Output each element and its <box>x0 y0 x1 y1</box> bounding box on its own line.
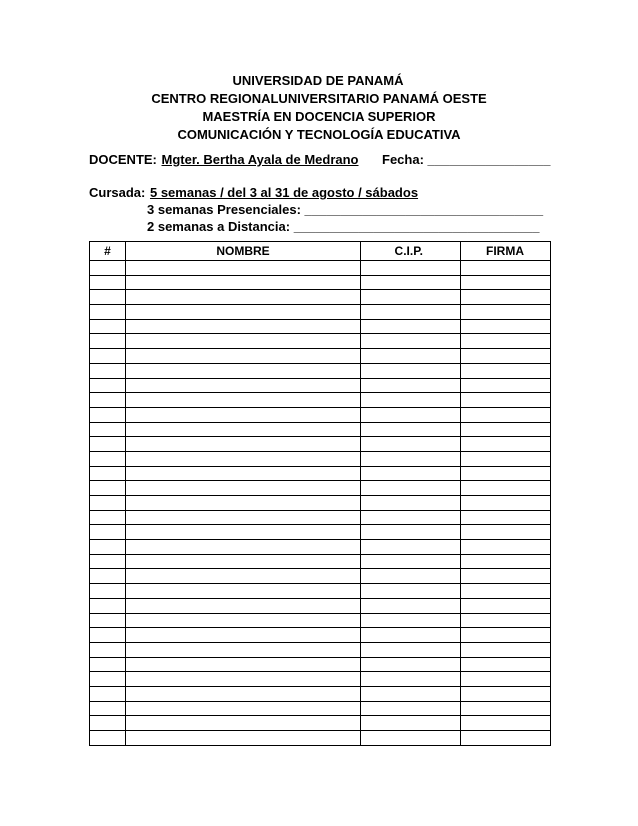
row-cip-cell[interactable] <box>361 319 461 334</box>
row-number-cell[interactable] <box>90 642 126 657</box>
row-nombre-cell[interactable] <box>126 731 361 746</box>
fecha-label: Fecha: <box>382 152 424 167</box>
row-number-cell[interactable] <box>90 481 126 496</box>
row-firma-cell[interactable] <box>461 349 551 364</box>
row-nombre-cell[interactable] <box>126 584 361 599</box>
row-firma-cell[interactable] <box>461 466 551 481</box>
row-number-cell[interactable] <box>90 363 126 378</box>
row-nombre-cell[interactable] <box>126 554 361 569</box>
row-cip-cell[interactable] <box>361 686 461 701</box>
row-nombre-cell[interactable] <box>126 540 361 555</box>
row-number-cell[interactable] <box>90 540 126 555</box>
row-cip-cell[interactable] <box>361 378 461 393</box>
row-firma-cell[interactable] <box>461 378 551 393</box>
table-row <box>90 393 551 408</box>
row-nombre-cell[interactable] <box>126 525 361 540</box>
table-row <box>90 305 551 320</box>
row-cip-cell[interactable] <box>361 731 461 746</box>
row-nombre-cell[interactable] <box>126 481 361 496</box>
table-row <box>90 275 551 290</box>
table-row <box>90 378 551 393</box>
distancia-line: 2 semanas a Distancia: __________________________________ <box>147 219 540 234</box>
row-number-cell[interactable] <box>90 407 126 422</box>
university-title: UNIVERSIDAD DE PANAMÁ <box>232 73 404 88</box>
row-number-cell[interactable] <box>90 451 126 466</box>
row-cip-cell[interactable] <box>361 628 461 643</box>
row-nombre-cell[interactable] <box>126 393 361 408</box>
row-number-cell[interactable] <box>90 554 126 569</box>
docente-label: DOCENTE: <box>89 152 157 167</box>
row-nombre-cell[interactable] <box>126 628 361 643</box>
program-title: MAESTRÍA EN DOCENCIA SUPERIOR <box>202 109 436 124</box>
table-row <box>90 525 551 540</box>
row-number-cell[interactable] <box>90 569 126 584</box>
row-cip-cell[interactable] <box>361 540 461 555</box>
row-firma-cell[interactable] <box>461 481 551 496</box>
row-nombre-cell[interactable] <box>126 686 361 701</box>
row-number-cell[interactable] <box>90 261 126 276</box>
table-row <box>90 466 551 481</box>
row-cip-cell[interactable] <box>361 334 461 349</box>
row-firma-cell[interactable] <box>461 731 551 746</box>
row-firma-cell[interactable] <box>461 363 551 378</box>
row-number-cell[interactable] <box>90 378 126 393</box>
row-nombre-cell[interactable] <box>126 363 361 378</box>
row-cip-cell[interactable] <box>361 672 461 687</box>
row-cip-cell[interactable] <box>361 422 461 437</box>
row-firma-cell[interactable] <box>461 569 551 584</box>
table-row <box>90 701 551 716</box>
row-cip-cell[interactable] <box>361 393 461 408</box>
table-row <box>90 261 551 276</box>
table-row <box>90 731 551 746</box>
row-firma-cell[interactable] <box>461 540 551 555</box>
row-firma-cell[interactable] <box>461 393 551 408</box>
row-nombre-cell[interactable] <box>126 275 361 290</box>
table-row <box>90 451 551 466</box>
col-number-header: # <box>90 242 126 261</box>
course-title: COMUNICACIÓN Y TECNOLOGÍA EDUCATIVA <box>177 127 461 142</box>
table-row <box>90 363 551 378</box>
row-number-cell[interactable] <box>90 305 126 320</box>
row-firma-cell[interactable] <box>461 437 551 452</box>
table-row <box>90 628 551 643</box>
row-firma-cell[interactable] <box>461 686 551 701</box>
row-cip-cell[interactable] <box>361 481 461 496</box>
table-row <box>90 481 551 496</box>
row-nombre-cell[interactable] <box>126 598 361 613</box>
table-row <box>90 569 551 584</box>
table-header-row <box>90 242 551 261</box>
row-cip-cell[interactable] <box>361 261 461 276</box>
row-nombre-cell[interactable] <box>126 672 361 687</box>
row-number-cell[interactable] <box>90 290 126 305</box>
row-firma-cell[interactable] <box>461 584 551 599</box>
table-row <box>90 319 551 334</box>
table-row <box>90 554 551 569</box>
row-firma-cell[interactable] <box>461 701 551 716</box>
row-number-cell[interactable] <box>90 466 126 481</box>
col-firma-header: FIRMA <box>461 242 551 261</box>
table-row <box>90 540 551 555</box>
row-number-cell[interactable] <box>90 584 126 599</box>
row-firma-cell[interactable] <box>461 510 551 525</box>
table-row <box>90 686 551 701</box>
row-cip-cell[interactable] <box>361 598 461 613</box>
row-nombre-cell[interactable] <box>126 642 361 657</box>
row-number-cell[interactable] <box>90 393 126 408</box>
row-nombre-cell[interactable] <box>126 290 361 305</box>
row-cip-cell[interactable] <box>361 437 461 452</box>
center-title: CENTRO REGIONALUNIVERSITARIO PANAMÁ OESTE <box>151 91 487 106</box>
table-row <box>90 584 551 599</box>
row-cip-cell[interactable] <box>361 525 461 540</box>
row-cip-cell[interactable] <box>361 569 461 584</box>
row-number-cell[interactable] <box>90 275 126 290</box>
table-row <box>90 510 551 525</box>
row-firma-cell[interactable] <box>461 628 551 643</box>
row-nombre-cell[interactable] <box>126 378 361 393</box>
table-row <box>90 657 551 672</box>
row-cip-cell[interactable] <box>361 290 461 305</box>
cursada-label: Cursada: <box>89 185 146 200</box>
row-cip-cell[interactable] <box>361 701 461 716</box>
table-row <box>90 716 551 731</box>
row-cip-cell[interactable] <box>361 510 461 525</box>
row-nombre-cell[interactable] <box>126 716 361 731</box>
row-number-cell[interactable] <box>90 657 126 672</box>
row-cip-cell[interactable] <box>361 584 461 599</box>
row-nombre-cell[interactable] <box>126 422 361 437</box>
cursada-value: 5 semanas / del 3 al 31 de agosto / sábados <box>149 185 419 200</box>
row-cip-cell[interactable] <box>361 613 461 628</box>
row-number-cell[interactable] <box>90 598 126 613</box>
row-cip-cell[interactable] <box>361 496 461 511</box>
row-number-cell[interactable] <box>90 510 126 525</box>
row-number-cell[interactable] <box>90 701 126 716</box>
row-firma-cell[interactable] <box>461 657 551 672</box>
row-nombre-cell[interactable] <box>126 466 361 481</box>
row-firma-cell[interactable] <box>461 334 551 349</box>
row-number-cell[interactable] <box>90 716 126 731</box>
table-body <box>90 261 551 746</box>
row-firma-cell[interactable] <box>461 290 551 305</box>
row-nombre-cell[interactable] <box>126 613 361 628</box>
table-row <box>90 290 551 305</box>
docente-value: Mgter. Bertha Ayala de Medrano <box>161 152 359 167</box>
row-nombre-cell[interactable] <box>126 407 361 422</box>
table-row <box>90 437 551 452</box>
presenciales-line: 3 semanas Presenciales: _________________________________ <box>147 202 544 217</box>
table-row <box>90 407 551 422</box>
row-cip-cell[interactable] <box>361 466 461 481</box>
table-row <box>90 642 551 657</box>
row-number-cell[interactable] <box>90 525 126 540</box>
row-nombre-cell[interactable] <box>126 701 361 716</box>
row-number-cell[interactable] <box>90 334 126 349</box>
row-firma-cell[interactable] <box>461 642 551 657</box>
row-number-cell[interactable] <box>90 613 126 628</box>
row-firma-cell[interactable] <box>461 613 551 628</box>
table-row <box>90 613 551 628</box>
cursada-line <box>89 185 418 200</box>
table-row <box>90 598 551 613</box>
row-firma-cell[interactable] <box>461 261 551 276</box>
row-nombre-cell[interactable] <box>126 319 361 334</box>
row-cip-cell[interactable] <box>361 305 461 320</box>
fecha-blank: _________________ <box>427 152 551 167</box>
row-nombre-cell[interactable] <box>126 657 361 672</box>
row-firma-cell[interactable] <box>461 275 551 290</box>
row-nombre-cell[interactable] <box>126 496 361 511</box>
row-number-cell[interactable] <box>90 349 126 364</box>
row-nombre-cell[interactable] <box>126 510 361 525</box>
row-cip-cell[interactable] <box>361 716 461 731</box>
row-number-cell[interactable] <box>90 686 126 701</box>
col-nombre-header: NOMBRE <box>126 242 361 261</box>
row-firma-cell[interactable] <box>461 451 551 466</box>
row-cip-cell[interactable] <box>361 642 461 657</box>
row-nombre-cell[interactable] <box>126 349 361 364</box>
row-number-cell[interactable] <box>90 628 126 643</box>
row-firma-cell[interactable] <box>461 672 551 687</box>
table-row <box>90 672 551 687</box>
fecha-line <box>382 152 550 167</box>
row-firma-cell[interactable] <box>461 525 551 540</box>
row-cip-cell[interactable] <box>361 363 461 378</box>
row-nombre-cell[interactable] <box>126 261 361 276</box>
row-firma-cell[interactable] <box>461 554 551 569</box>
row-number-cell[interactable] <box>90 437 126 452</box>
document-header <box>0 72 638 144</box>
row-number-cell[interactable] <box>90 731 126 746</box>
row-number-cell[interactable] <box>90 672 126 687</box>
row-nombre-cell[interactable] <box>126 334 361 349</box>
row-cip-cell[interactable] <box>361 554 461 569</box>
attendance-table <box>89 241 551 746</box>
row-firma-cell[interactable] <box>461 319 551 334</box>
row-firma-cell[interactable] <box>461 716 551 731</box>
row-firma-cell[interactable] <box>461 305 551 320</box>
row-firma-cell[interactable] <box>461 598 551 613</box>
row-nombre-cell[interactable] <box>126 305 361 320</box>
table-row <box>90 422 551 437</box>
table-row <box>90 334 551 349</box>
table-row <box>90 496 551 511</box>
row-cip-cell[interactable] <box>361 451 461 466</box>
row-nombre-cell[interactable] <box>126 569 361 584</box>
col-cip-header: C.I.P. <box>361 242 461 261</box>
row-firma-cell[interactable] <box>461 496 551 511</box>
docente-line <box>89 152 359 167</box>
row-cip-cell[interactable] <box>361 349 461 364</box>
row-nombre-cell[interactable] <box>126 451 361 466</box>
row-nombre-cell[interactable] <box>126 437 361 452</box>
row-firma-cell[interactable] <box>461 422 551 437</box>
row-cip-cell[interactable] <box>361 657 461 672</box>
row-firma-cell[interactable] <box>461 407 551 422</box>
row-number-cell[interactable] <box>90 422 126 437</box>
table-row <box>90 349 551 364</box>
row-number-cell[interactable] <box>90 319 126 334</box>
row-cip-cell[interactable] <box>361 407 461 422</box>
row-cip-cell[interactable] <box>361 275 461 290</box>
row-number-cell[interactable] <box>90 496 126 511</box>
